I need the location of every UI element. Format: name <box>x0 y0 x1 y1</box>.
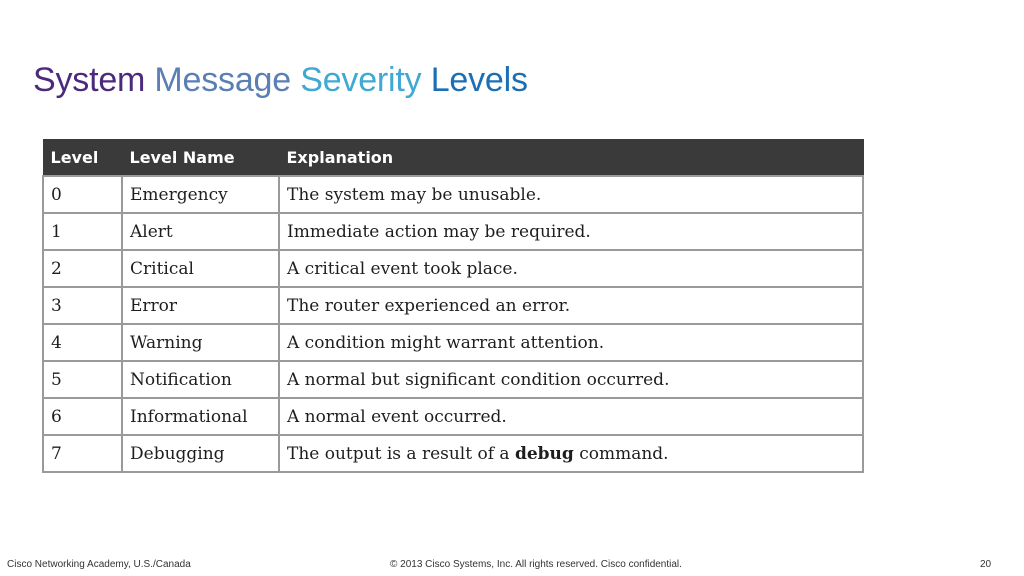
table-row <box>43 287 863 324</box>
severity-table-container <box>42 139 862 467</box>
header-level: Level <box>43 139 122 176</box>
cell-explanation: Immediate action may be required. <box>279 213 863 250</box>
cell-explanation <box>279 435 863 472</box>
cell-level-name: Debugging <box>122 435 279 472</box>
cell-explanation: The router experienced an error. <box>279 287 863 324</box>
slide-title <box>33 58 528 102</box>
cell-level: 6 <box>43 398 122 435</box>
table-row <box>43 176 863 213</box>
table-row <box>43 361 863 398</box>
cell-explanation: A normal event occurred. <box>279 398 863 435</box>
title-word-system: System <box>33 61 146 99</box>
cell-level: 3 <box>43 287 122 324</box>
title-word-severity: Severity <box>300 61 422 99</box>
cell-level: 0 <box>43 176 122 213</box>
cell-level: 2 <box>43 250 122 287</box>
table-row <box>43 213 863 250</box>
page-number: 20 <box>980 559 992 570</box>
debug-keyword: debug <box>514 443 574 464</box>
cell-level-name: Warning <box>122 324 279 361</box>
header-explanation: Explanation <box>279 139 863 176</box>
cell-level-name: Notification <box>122 361 279 398</box>
cell-level-name: Informational <box>122 398 279 435</box>
cell-explanation: A critical event took place. <box>279 250 863 287</box>
cell-explanation: A normal but significant condition occurred. <box>279 361 863 398</box>
explanation-text-suffix: command. <box>573 443 669 464</box>
cell-level: 4 <box>43 324 122 361</box>
footer-organization: Cisco Networking Academy, U.S./Canada <box>7 559 191 570</box>
table-row <box>43 435 863 472</box>
footer-copyright: © 2013 Cisco Systems, Inc. All rights reserved. Cisco confidential. <box>390 559 682 570</box>
cell-level-name: Critical <box>122 250 279 287</box>
title-word-levels: Levels <box>430 61 528 99</box>
cell-level: 5 <box>43 361 122 398</box>
table-body <box>43 176 863 472</box>
cell-explanation: A condition might warrant attention. <box>279 324 863 361</box>
cell-explanation: The system may be unusable. <box>279 176 863 213</box>
explanation-text-prefix: The output is a result of a <box>287 443 515 464</box>
table-row <box>43 324 863 361</box>
cell-level-name: Error <box>122 287 279 324</box>
cell-level-name: Alert <box>122 213 279 250</box>
table-row <box>43 250 863 287</box>
title-word-message: Message <box>154 61 291 99</box>
table-header-row <box>43 139 863 176</box>
cell-level-name: Emergency <box>122 176 279 213</box>
table-row <box>43 398 863 435</box>
header-level-name: Level Name <box>122 139 279 176</box>
cell-level: 7 <box>43 435 122 472</box>
severity-levels-table <box>42 139 864 473</box>
table-header <box>43 139 863 176</box>
cell-level: 1 <box>43 213 122 250</box>
